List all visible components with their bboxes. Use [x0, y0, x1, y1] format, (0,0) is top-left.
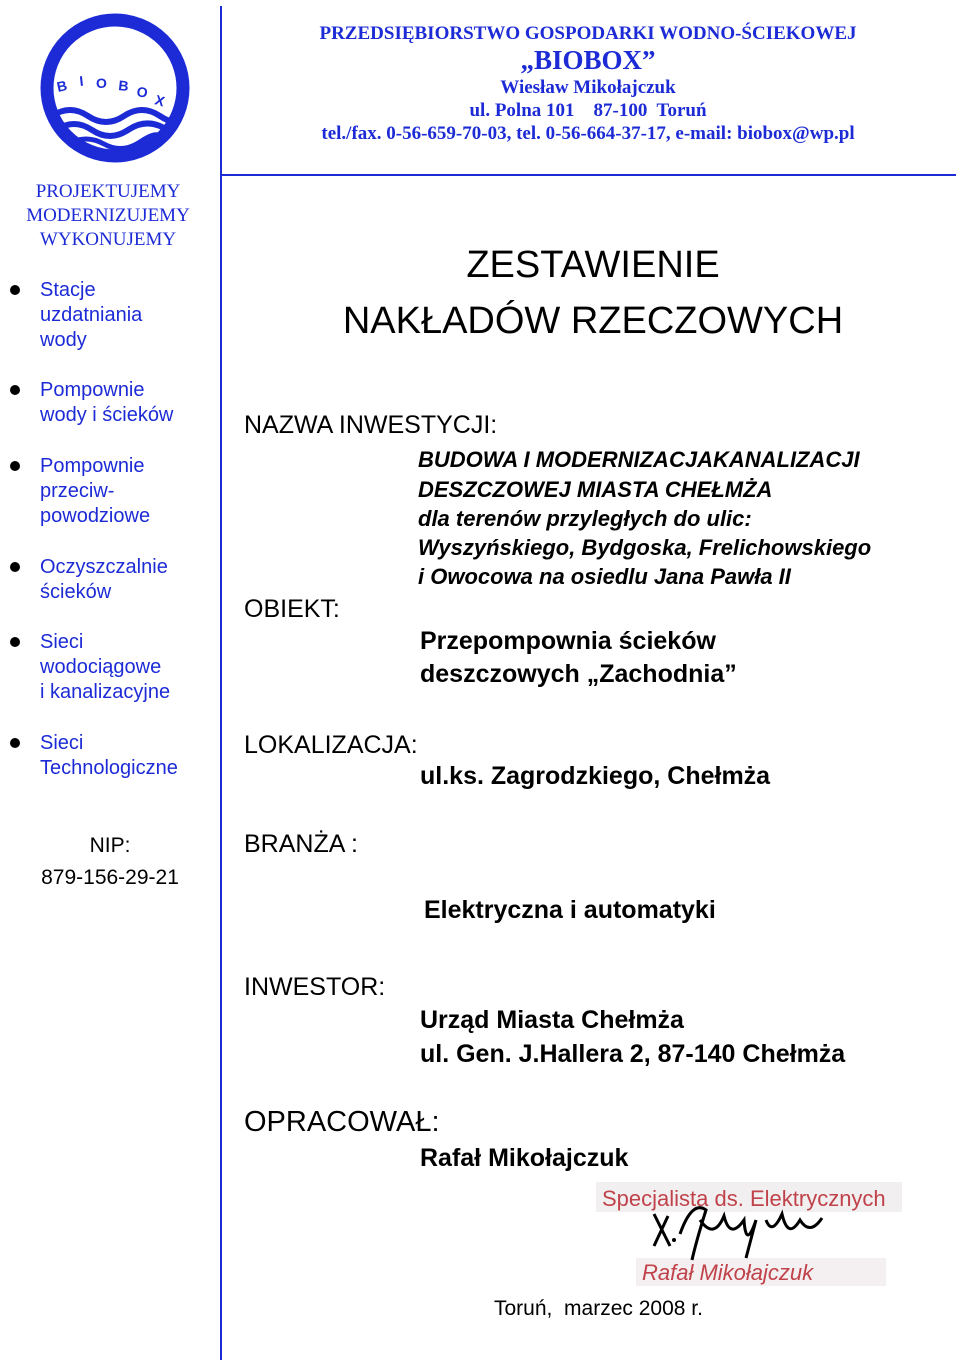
- company-name: „BIOBOX”: [520, 45, 656, 75]
- investment-line: Wyszyńskiego, Bydgoska, Frelichowskiego: [418, 535, 872, 560]
- location-value: ul.ks. Zagrodzkiego, Chełmża: [420, 762, 771, 790]
- service-line: ścieków: [40, 581, 112, 603]
- title-line: NAKŁADÓW RZECZOWYCH: [342, 300, 844, 342]
- service-line: powodziowe: [40, 505, 151, 527]
- title-line: ZESTAWIENIE: [466, 244, 720, 286]
- service-line: wodociągowe: [40, 656, 162, 678]
- branch-value: Elektryczna i automatyki: [424, 896, 716, 924]
- biobox-logo: [30, 8, 200, 168]
- object-line: Przepompownia ścieków: [420, 627, 716, 655]
- svg-text:Rafał Mikołajczuk: Rafał Mikołajczuk: [642, 1260, 814, 1285]
- author-name: Rafał Mikołajczuk: [420, 1144, 629, 1172]
- svg-text:I: I: [78, 72, 85, 89]
- service-line: uzdatniania: [40, 304, 143, 326]
- service-line: przeciw-: [40, 480, 115, 502]
- company-header: [222, 22, 954, 145]
- investment-line: i Owocowa na osiedlu Jana Pawła II: [418, 564, 791, 589]
- svg-text:B: B: [117, 77, 130, 95]
- motto-line: WYKONUJEMY: [39, 229, 177, 250]
- document-title: [222, 240, 960, 346]
- svg-text:X: X: [153, 91, 167, 110]
- company-contact: tel./fax. 0-56-659-70-03, tel. 0-56-664-37-17, e-mail: biobox@wp.pl: [321, 123, 855, 144]
- signature-stamp: [596, 1180, 906, 1290]
- service-line: Stacje: [40, 279, 96, 301]
- nip-block: [0, 830, 220, 894]
- sidebar-motto: [0, 180, 216, 252]
- motto-line: MODERNIZUJEMY: [26, 205, 190, 226]
- investment-line: BUDOWA I MODERNIZACJAKANALIZACJI: [418, 447, 860, 472]
- service-line: Pompownie: [40, 379, 145, 401]
- investment-label: NAZWA INWESTYCJI:: [244, 411, 498, 439]
- bullet-icon: [10, 637, 20, 647]
- svg-text:O: O: [96, 75, 107, 91]
- company-address: ul. Polna 101 87-100 Toruń: [469, 100, 707, 121]
- service-line: wody: [40, 329, 87, 351]
- investor-line: ul. Gen. J.Hallera 2, 87-140 Chełmża: [420, 1040, 846, 1068]
- svg-text:B: B: [55, 77, 69, 95]
- service-line: Pompownie: [40, 455, 145, 477]
- company-owner: Wiesław Mikołajczuk: [500, 77, 676, 98]
- nip-label: NIP:: [89, 834, 131, 857]
- service-line: i kanalizacyjne: [40, 681, 171, 703]
- motto-line: PROJEKTUJEMY: [35, 181, 181, 202]
- place-date: Toruń, marzec 2008 r.: [494, 1297, 703, 1320]
- bullet-icon: [10, 285, 20, 295]
- bullet-icon: [10, 385, 20, 395]
- location-label: LOKALIZACJA:: [244, 731, 418, 759]
- header-divider: [220, 174, 956, 176]
- bullet-icon: [10, 738, 20, 748]
- service-line: Sieci: [40, 732, 84, 754]
- service-line: Technologiczne: [40, 757, 178, 779]
- bullet-icon: [10, 461, 20, 471]
- company-activity: PRZEDSIĘBIORSTWO GOSPODARKI WODNO-ŚCIEKOWEJ: [319, 23, 857, 44]
- vertical-divider: [220, 6, 222, 1360]
- service-line: Oczyszczalnie: [40, 556, 168, 578]
- author-label: OPRACOWAŁ:: [244, 1106, 440, 1138]
- investment-line: dla terenów przyległych do ulic:: [418, 506, 752, 531]
- service-line: Sieci: [40, 631, 84, 653]
- investor-label: INWESTOR:: [244, 973, 386, 1001]
- nip-number: 879-156-29-21: [41, 866, 179, 889]
- service-line: wody i ścieków: [40, 404, 174, 426]
- svg-text:O: O: [135, 83, 149, 101]
- svg-text:Specjalista ds. Elektrycznych: Specjalista ds. Elektrycznych: [602, 1186, 886, 1211]
- bullet-icon: [10, 562, 20, 572]
- object-label: OBIEKT:: [244, 595, 340, 623]
- investment-line: DESZCZOWEJ MIASTA CHEŁMŻA: [418, 477, 773, 502]
- object-line: deszczowych „Zachodnia”: [420, 660, 737, 688]
- branch-label: BRANŻA :: [244, 830, 358, 858]
- investor-line: Urząd Miasta Chełmża: [420, 1006, 684, 1034]
